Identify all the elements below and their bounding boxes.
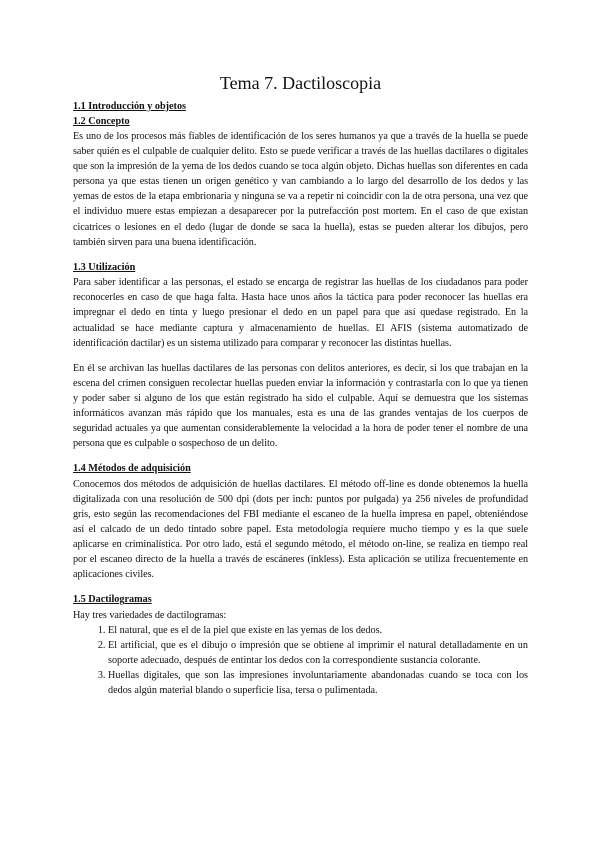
section-heading-dactilogramas: 1.5 Dactilogramas — [73, 594, 152, 606]
section-heading-metodos: 1.4 Métodos de adquisición — [73, 463, 191, 475]
section-heading-utilizacion: 1.3 Utilización — [73, 261, 136, 273]
utilizacion-paragraph-1: Para saber identificar a las personas, el estado se encarga de registrar las huellas de los ciudadanos para poder reconocerles en caso de que haga falta. Hasta hace unos años la táctica para poder reconocer las huellas era impregnar el dedo en tinta y luego presionar el dedo en un papel para que así quedase registrado. En la actualidad se hace mediante captura y almacenamiento de huellas. El AFIS (sistema automatizado de identificación dactilar) es un sistema utilizado para comparar y reconocer las distintas huellas. — [73, 277, 528, 349]
utilizacion-paragraph-2: En él se archivan las huellas dactilares de las personas con delitos anteriores, es decir, si los que trabajan en la escena del crimen consiguen recolectar huellas pueden enviar la información y contrastarla con lo que ya tienen y poder saber si alguno de los que están registrado ha sido el culpable. Aquí se demuestra que los sistemas informáticos avanzan más rápido que los manuales, esta es una de las grandes ventajas de los cuerpos de seguridad actuales ya que aumentan considerablemente la velocidad a la hora de poder tener el nombre de una persona que es culpable o sospechoso de un delito. — [73, 362, 528, 450]
dactilogramas-intro: Hay tres variedades de dactilogramas: — [73, 609, 227, 621]
section-heading-concepto: 1.2 Concepto — [73, 115, 130, 127]
list-item: 2. El artificial, que es el dibujo o impresión que se obtiene al imprimir el natural detalladamente en un soporte adecuado, después de entintar los dedos con la correspondiente sustancia colorante. — [108, 638, 528, 668]
list-item: 1. El natural, que es el de la piel que existe en las yemas de los dedos. — [108, 623, 528, 638]
document-page — [73, 72, 528, 699]
concepto-paragraph: Es uno de los procesos más fiables de identificación de los seres humanos ya que a través de la huella se puede saber quién es el culpable de cualquier delito. Esto se puede verificar a través de las huellas dactilares o digitales que son la impresión de la yema de los dedos cuando se toca algún objeto. Dichas huellas son diferentes en cada persona ya que estas tienen un origen genético y van cambiando a lo largo del desarrollo de los dedos y las yemas de estos de la etapa embrionaria y ninguna se va a repetir ni coincidir con la de otra persona, una vez que el individuo muere estas empiezan a desaparecer por la putrefacción post mortem. En el caso de que existan cicatrices o lesiones en el dedo (lugar de donde se saca la huella), estas se pueden alterar los dibujos, pero también sirven para una buena identificación. — [73, 131, 528, 248]
metodos-paragraph: Conocemos dos métodos de adquisición de huellas dactilares. El método off-line es donde obtenemos la huella digitalizada con una resolución de 500 dpi (dots per inch: puntos por pulgada) ya 256 niveles de profundidad gris, esto según las recomendaciones del FBI mediante el escaneo de la huella impresa en papel, obteniéndose así el calcado de un dedo tintado sobre papel. Esta metodología requiere mucho tiempo y es la que suele aplicarse en criminalística. Por otro lado, está el segundo método, el método on-line, se realiza en tiempo real por el escaneo directo de la huella a través de escáneres (inkless). Esta aplicación se utiliza frecuentemente en aplicaciones civiles. — [73, 478, 528, 581]
list-item: 3. Huellas digitales, que son las impresiones involuntariamente abandonadas cuando se toca con los dedos algún material blando o superficie lisa, tersa o pulimentada. — [108, 668, 528, 698]
section-heading-introduccion: 1.1 Introducción y objetos — [73, 101, 187, 112]
page-title: Tema 7. Dactiloscopia — [219, 73, 382, 93]
dactilogramas-list — [73, 623, 528, 698]
